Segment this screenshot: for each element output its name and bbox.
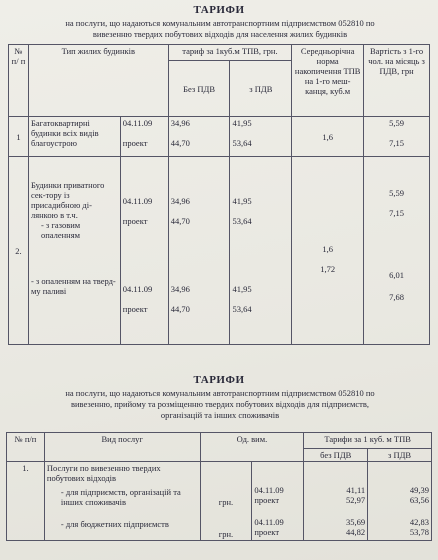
doc2-subtitle-2: вивезенню, прийому та розміщенню твердих побутових відходів для підприємств, (70, 399, 370, 409)
service-orgs: - для підприємств, організацій та інших споживачів (60, 487, 181, 507)
row2-1-dates (252, 462, 304, 541)
header-type: Тип жилих будинків (28, 45, 168, 117)
row2-no-vat-a1: 34,96 (170, 196, 190, 206)
unit-2: грн. (218, 529, 234, 539)
row2-no-vat-b2: 44,70 (170, 304, 190, 314)
row1-cost (364, 117, 430, 157)
doc1-subtitle-1: на послуги, що надаються комунальним автотранспортним підприємством 052810 по (65, 18, 375, 28)
row2-type: Будинки приватного сек-тору із присадибною ді-лянкою в т.ч. (30, 180, 105, 220)
unit-1: грн. (218, 497, 234, 507)
row2-with-vat-a2: 53,64 (232, 216, 252, 226)
date-1: 04.11.09 (254, 485, 284, 495)
row2-norm-solid: 1,72 (320, 264, 336, 274)
row1-with-vat-1: 41,95 (232, 118, 252, 128)
no-vat-2a: 35,69 (346, 517, 366, 527)
header-tariff: тариф за 1куб.м ТПВ, грн. (168, 45, 292, 61)
doc1-title: ТАРИФИ (193, 4, 245, 16)
row1-with-vat-2: 53,64 (232, 138, 252, 148)
no-vat-1a: 41,11 (346, 485, 366, 495)
row2-cost-b1: 6,01 (389, 270, 404, 280)
project-1: проект (254, 495, 280, 505)
row2-with-vat-a1: 41,95 (232, 196, 252, 206)
row2-with-vat-b1: 41,95 (232, 284, 252, 294)
row1-no-vat-1: 34,96 (170, 118, 190, 128)
row1-cost-2: 7,15 (389, 138, 404, 148)
header2-with-vat: з ПДВ (368, 449, 432, 462)
row2-norm-gas: 1,6 (322, 244, 333, 254)
header2-num: № п/п (7, 433, 45, 462)
row2-date-b: 04.11.09 (122, 284, 153, 294)
row1-with-vat (230, 117, 292, 157)
with-vat-2a: 42,83 (409, 517, 429, 527)
row1-no-vat-2: 44,70 (170, 138, 190, 148)
residential-tariff-table (8, 44, 430, 345)
header-norm: Середньорічна норма накопичення ТПВ на 1-го меш-канця, куб.м (292, 45, 364, 117)
row2-1-with-vat (368, 462, 432, 541)
row2-gas: - з газовим опаленням (40, 220, 81, 240)
row2-1-num: 1. (7, 462, 45, 541)
header-cost: Вартість з 1-го чол. на місяць з ПДВ, грн (364, 45, 430, 117)
row2-with-vat (230, 157, 292, 345)
header-no-vat: Без ПДВ (168, 61, 230, 117)
no-vat-2b: 44,82 (346, 527, 366, 537)
row2-num: 2. (9, 157, 29, 345)
row2-norm (292, 157, 364, 345)
row2-no-vat (168, 157, 230, 345)
doc2-subtitle-1: на послуги, що надаються комунальним автотранспортним підприємством 052810 по (65, 388, 375, 398)
service-title: Послуги по вивезенню твердих побутових відходів (46, 463, 161, 483)
row2-1-unit (200, 462, 252, 541)
row2-cost (364, 157, 430, 345)
header2-tariff: Тарифи за 1 куб. м ТПВ (304, 433, 432, 449)
with-vat-1b: 63,56 (409, 495, 429, 505)
table-row (9, 117, 430, 157)
row1-num: 1 (9, 117, 29, 157)
row1-project: проект (122, 138, 148, 148)
with-vat-1a: 49,39 (409, 485, 429, 495)
header-num: № п/ п (9, 45, 29, 117)
doc2-subtitle-3: організацій та інших споживачів (160, 410, 280, 420)
header2-service: Вид послуг (44, 433, 200, 462)
project-2: проект (254, 527, 280, 537)
row2-no-vat-b1: 34,96 (170, 284, 190, 294)
row2-cost-b2: 7,68 (389, 292, 404, 302)
table-row (7, 462, 432, 541)
header2-no-vat: без ПДВ (304, 449, 368, 462)
row2-1-service (44, 462, 200, 541)
no-vat-1b: 52,97 (346, 495, 366, 505)
row2-1-no-vat (304, 462, 368, 541)
row2-type-cell (28, 157, 120, 345)
date-2: 04.11.09 (254, 517, 284, 527)
row2-with-vat-b2: 53,64 (232, 304, 252, 314)
row2-date-a: 04.11.09 (122, 196, 153, 206)
row1-dates (120, 117, 168, 157)
row1-norm: 1,6 (292, 117, 364, 157)
doc1-subtitle-2: вивезенню твердих побутових відходів для населення жилих будинків (92, 29, 348, 39)
row2-project-a: проект (122, 216, 148, 226)
row1-no-vat (168, 117, 230, 157)
row2-cost-a2: 7,15 (389, 208, 404, 218)
row2-solid: - з опаленням на тверд-му паливі (30, 276, 116, 296)
table-row (9, 157, 430, 345)
row1-cost-1: 5,59 (389, 118, 404, 128)
row2-project-b: проект (122, 304, 148, 314)
service-budget: - для бюджетних підприємств (60, 519, 169, 529)
row2-cost-a1: 5,59 (389, 188, 404, 198)
row1-type: Багатоквартирні будинки всіх видів благоустрою (28, 117, 120, 157)
with-vat-2b: 53,78 (409, 527, 429, 537)
doc2-title: ТАРИФИ (193, 374, 245, 386)
row1-date: 04.11.09 (122, 118, 153, 128)
header2-unit: Од. вим. (200, 433, 304, 462)
header-with-vat: з ПДВ (230, 61, 292, 117)
business-tariff-table (6, 432, 432, 541)
row2-dates (120, 157, 168, 345)
row2-no-vat-a2: 44,70 (170, 216, 190, 226)
